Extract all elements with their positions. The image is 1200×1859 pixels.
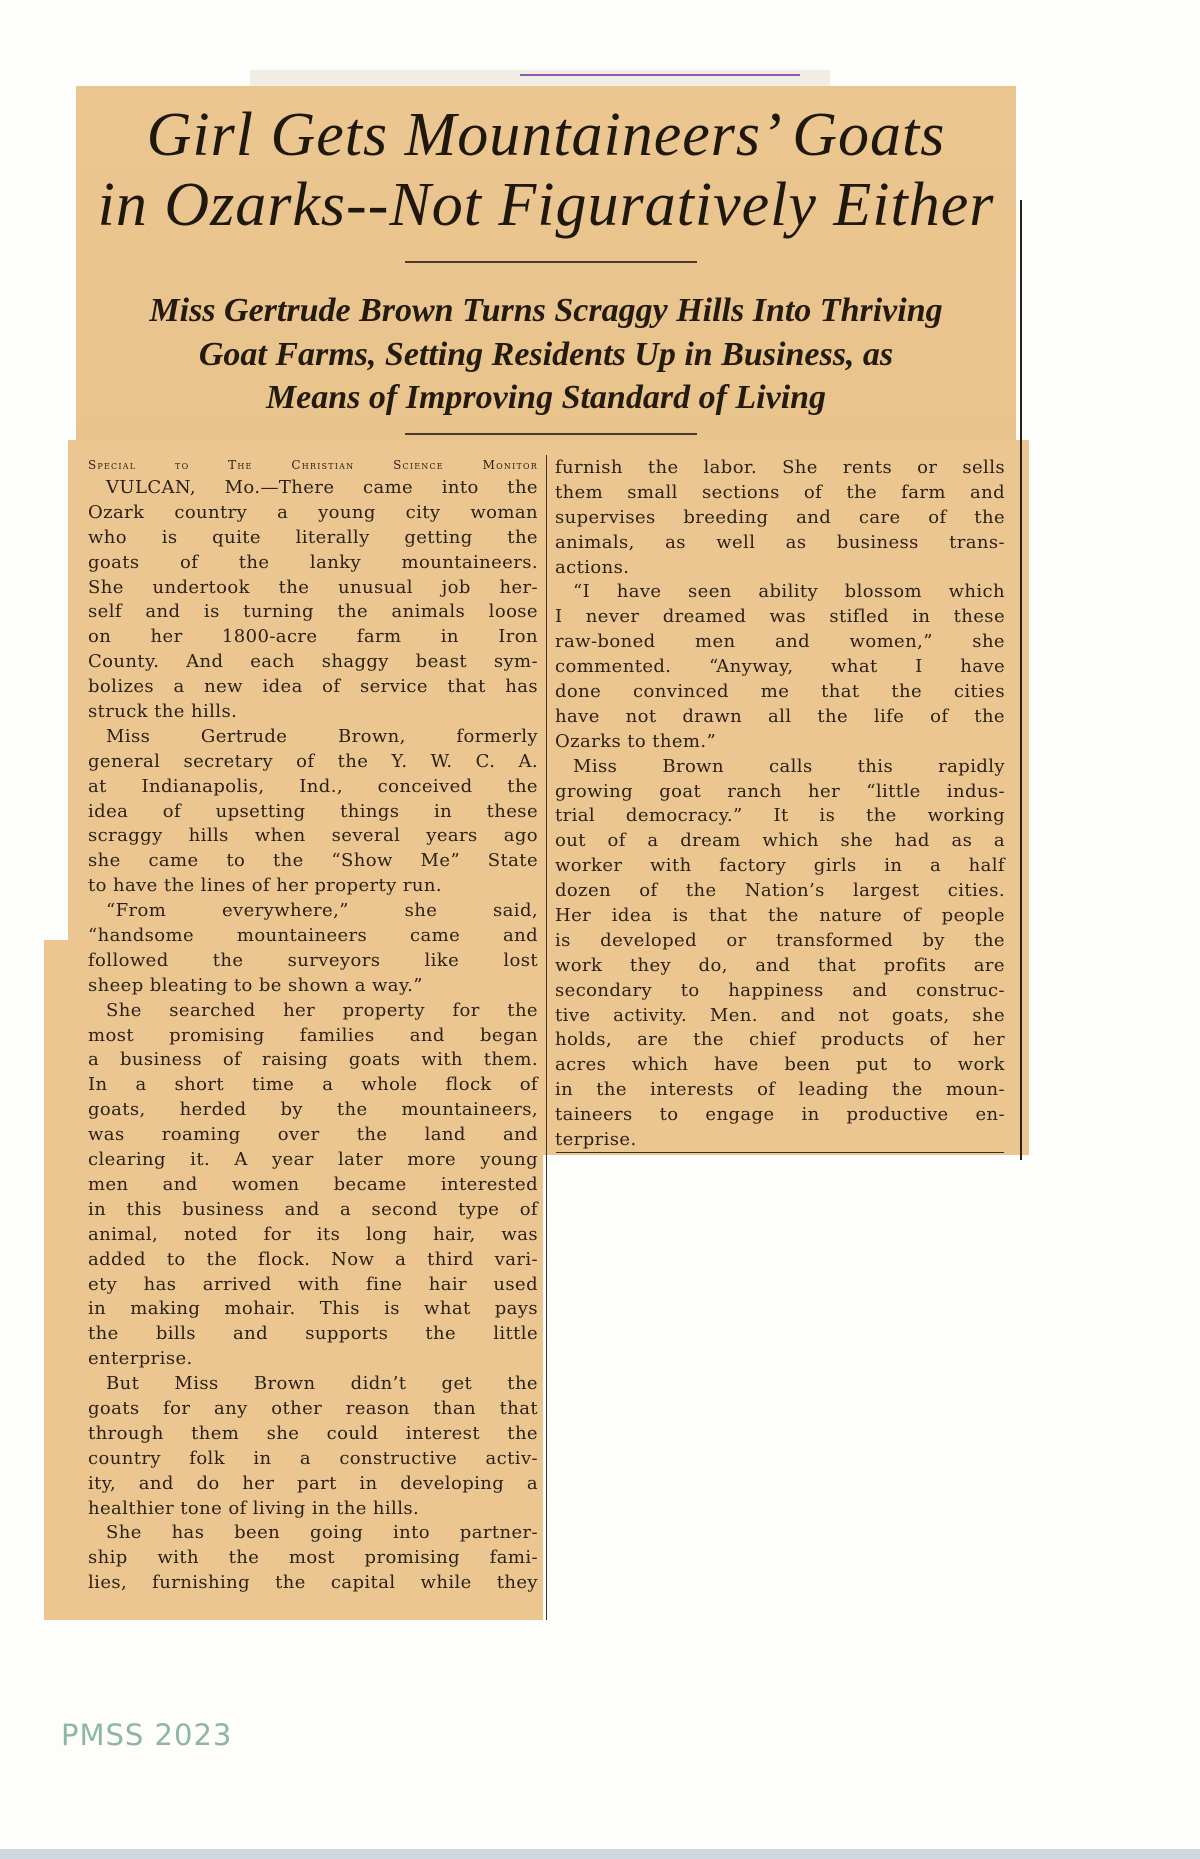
article-text-line: done convinced me that the cities xyxy=(555,681,1005,703)
article-text-line: secondary to happiness and construc- xyxy=(555,979,1005,1001)
article-text-line: terprise. xyxy=(555,1129,637,1151)
article-text-line: actions. xyxy=(555,556,630,578)
article-text-line: Her idea is that the nature of people xyxy=(555,905,1005,927)
ink-mark xyxy=(520,74,800,76)
article-text-line: self and is turning the animals loose xyxy=(88,601,538,623)
article-text-line: goats, herded by the mountaineers, xyxy=(88,1099,538,1121)
article-text-line: Ozark country a young city woman xyxy=(88,501,538,523)
article-text-line: she came to the “Show Me” State xyxy=(88,850,538,872)
article-text-line: sheep bleating to be shown a way.” xyxy=(88,974,423,996)
article-text-line: was roaming over the land and xyxy=(88,1124,538,1146)
article-text-line: lies, furnishing the capital while they xyxy=(88,1572,538,1594)
byline: Special to The Christian Science Monitor xyxy=(88,458,538,472)
article-text-line: “I have seen ability blossom which xyxy=(573,581,1005,603)
article-text-line: scraggy hills when several years ago xyxy=(88,825,538,847)
article-column-right xyxy=(555,456,1005,1153)
article-text-line: in making mohair. This is what pays xyxy=(88,1298,538,1320)
article-text-line: followed the surveyors like lost xyxy=(88,949,538,971)
article-text-line: through them she could interest the xyxy=(88,1422,538,1444)
article-text-line: tive activity. Men. and not goats, she xyxy=(555,1004,1005,1026)
article-text-line: ity, and do her part in developing a xyxy=(88,1472,538,1494)
article-text-line: trial democracy.” It is the working xyxy=(555,805,1005,827)
article-text-line: She undertook the unusual job her- xyxy=(88,576,538,598)
subheadline-line-3: Means of Improving Standard of Living xyxy=(265,379,827,416)
article-text-line: worker with factory girls in a half xyxy=(555,855,1005,877)
column-divider xyxy=(546,455,547,1620)
headline-line-1: Girl Gets Mountaineers’ Goats xyxy=(146,101,946,169)
article-text-line: growing goat ranch her “little indus- xyxy=(555,780,1005,802)
article-text-line: Ozarks to them.” xyxy=(555,730,717,752)
article-text-line: VULCAN, Mo.—There came into the xyxy=(106,477,538,498)
article-text-line: “handsome mountaineers came and xyxy=(88,925,538,947)
scan-edge xyxy=(0,1849,1200,1859)
article-text-line: dozen of the Nation’s largest cities. xyxy=(555,880,1005,902)
article-text-line: clearing it. A year later more young xyxy=(88,1149,538,1171)
article-text-line: men and women became interested xyxy=(88,1173,538,1195)
article-text-line: ety has arrived with fine hair used xyxy=(88,1273,538,1295)
right-border-rule xyxy=(1020,200,1022,1160)
article-text-line: most promising families and began xyxy=(88,1024,538,1046)
subheadline-divider xyxy=(405,433,697,435)
article-text-line: Miss Brown calls this rapidly xyxy=(573,755,1005,777)
headline-line-2: in Ozarks--Not Figuratively Either xyxy=(97,171,995,239)
article-text-line: added to the flock. Now a third vari- xyxy=(88,1248,538,1270)
article-text-line: “From everywhere,” she said, xyxy=(106,900,538,922)
article-text-line: But Miss Brown didn’t get the xyxy=(106,1373,538,1395)
subheadline-line-1: Miss Gertrude Brown Turns Scraggy Hills Into Thriving xyxy=(149,292,943,329)
article-text-line: a business of raising goats with them. xyxy=(88,1049,538,1071)
article-text-line: on her 1800-acre farm in Iron xyxy=(88,626,538,648)
headline-divider xyxy=(405,261,697,263)
archive-label: PMSS 2023 xyxy=(61,1718,233,1752)
article-text-line: work they do, and that profits are xyxy=(555,954,1005,976)
article-text-line: idea of upsetting things in these xyxy=(88,800,538,822)
article-text-line: to have the lines of her property run. xyxy=(88,875,442,897)
article-text-line: out of a dream which she had as a xyxy=(555,830,1005,852)
article-text-line: She has been going into partner- xyxy=(106,1522,538,1544)
article-text-line: have not drawn all the life of the xyxy=(555,705,1005,727)
article-text-line: the bills and supports the little xyxy=(88,1323,538,1345)
article-text-line: country folk in a constructive activ- xyxy=(88,1447,538,1469)
article-text-line: in this business and a second type of xyxy=(88,1198,538,1220)
article-text-line: She searched her property for the xyxy=(106,999,538,1021)
article-text-line: commented. “Anyway, what I have xyxy=(555,656,1005,678)
article-text-line: taineers to engage in productive en- xyxy=(555,1104,1005,1126)
article-text-line: acres which have been put to work xyxy=(555,1054,1005,1076)
article-text-line: supervises breeding and care of the xyxy=(555,506,1005,528)
article-text-line: ship with the most promising fami- xyxy=(88,1547,538,1569)
article-end-rule xyxy=(556,1152,1004,1153)
article-text-line: furnish the labor. She rents or sells xyxy=(555,457,1005,478)
article-text-line: County. And each shaggy beast sym- xyxy=(88,651,538,673)
article-text-line: is developed or transformed by the xyxy=(555,929,1005,951)
article-text-line: raw-boned men and women,” she xyxy=(555,631,1005,653)
subheadline-line-2: Goat Farms, Setting Residents Up in Business, as xyxy=(198,336,894,373)
article-text-line: at Indianapolis, Ind., conceived the xyxy=(88,775,538,797)
article-text-line: animal, noted for its long hair, was xyxy=(88,1223,538,1245)
article-text-line: Miss Gertrude Brown, formerly xyxy=(106,725,538,747)
article-text-line: goats of the lanky mountaineers. xyxy=(88,551,538,573)
article-text-line: enterprise. xyxy=(88,1348,193,1370)
article-text-line: animals, as well as business trans- xyxy=(555,531,1005,553)
article-text-line: them small sections of the farm and xyxy=(555,481,1005,503)
article-text-line: bolizes a new idea of service that has xyxy=(88,676,538,698)
article-column-left xyxy=(88,454,538,1596)
article-text-line: in the interests of leading the moun- xyxy=(555,1079,1005,1101)
article-text-line: I never dreamed was stifled in these xyxy=(555,606,1005,628)
article-text-line: In a short time a whole flock of xyxy=(88,1074,538,1096)
article-text-line: general secretary of the Y. W. C. A. xyxy=(88,750,538,772)
article-text-line: struck the hills. xyxy=(88,701,238,723)
article-text-line: holds, are the chief products of her xyxy=(555,1029,1005,1051)
article-text-line: goats for any other reason than that xyxy=(88,1397,538,1419)
article-text-line: healthier tone of living in the hills. xyxy=(88,1497,420,1519)
article-text-line: who is quite literally getting the xyxy=(88,526,538,548)
